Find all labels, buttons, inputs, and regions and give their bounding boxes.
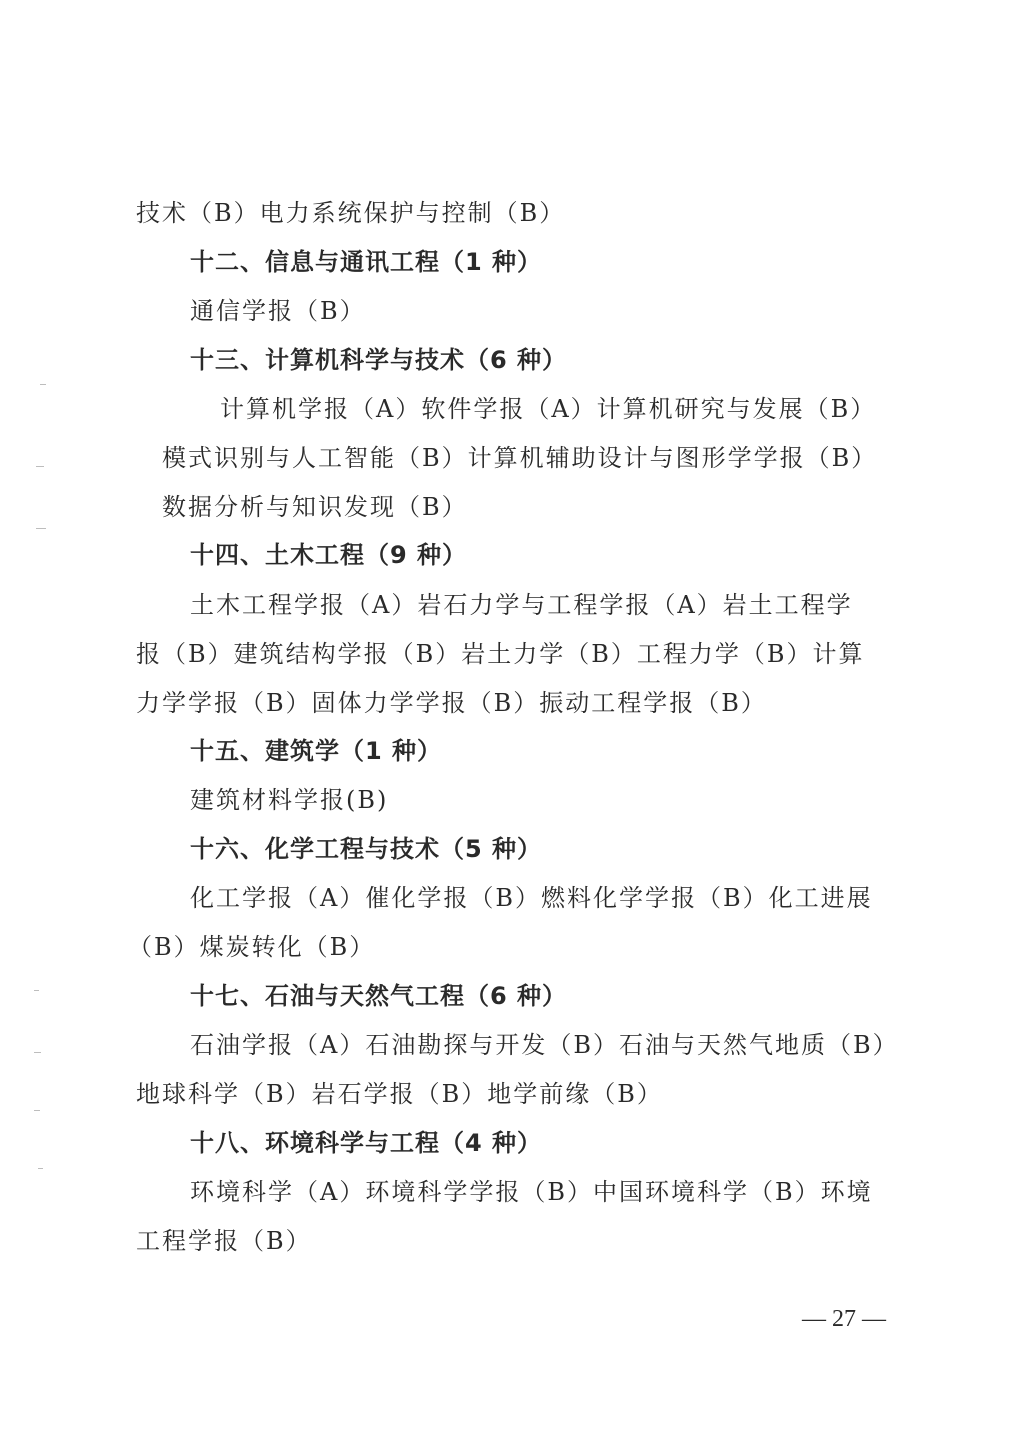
body-line: 石油学报（A）石油勘探与开发（B）石油与天然气地质（B）	[190, 1031, 899, 1059]
body-line: 地球科学（B）岩石学报（B）地学前缘（B）	[136, 1080, 663, 1108]
body-line: 通信学报（B）	[190, 297, 366, 325]
scan-speck	[40, 384, 46, 385]
body-line: 力学学报（B）固体力学学报（B）振动工程学报（B）	[136, 689, 767, 717]
scan-speck	[34, 1110, 40, 1111]
body-line: 模式识别与人工智能（B）计算机辅助设计与图形学学报（B）	[162, 444, 878, 472]
body-line: 计算机学报（A）软件学报（A）计算机研究与发展（B）	[220, 395, 877, 423]
body-line: 化工学报（A）催化学报（B）燃料化学学报（B）化工进展	[190, 884, 873, 912]
section-heading-14: 十四、土木工程（9 种）	[190, 541, 468, 569]
section-heading-17: 十七、石油与天然气工程（6 种）	[190, 982, 568, 1010]
body-line: 建筑材料学报(B)	[190, 786, 389, 814]
page-number: — 27 —	[802, 1306, 886, 1332]
scan-speck	[36, 528, 46, 529]
body-line: 环境科学（A）环境科学学报（B）中国环境科学（B）环境	[190, 1178, 873, 1206]
body-line: 数据分析与知识发现（B）	[162, 493, 468, 521]
section-heading-13: 十三、计算机科学与技术（6 种）	[190, 346, 568, 374]
body-line: 技术（B）电力系统保护与控制（B）	[136, 199, 566, 227]
body-line: 报（B）建筑结构学报（B）岩土力学（B）工程力学（B）计算	[136, 640, 865, 668]
scan-speck	[34, 1052, 41, 1053]
scan-speck	[36, 466, 44, 467]
scan-speck	[38, 1168, 43, 1169]
section-heading-18: 十八、环境科学与工程（4 种）	[190, 1129, 543, 1157]
section-heading-15: 十五、建筑学（1 种）	[190, 737, 443, 765]
body-line: 土木工程学报（A）岩石力学与工程学报（A）岩土工程学	[190, 591, 853, 619]
scan-speck	[34, 990, 39, 991]
section-heading-12: 十二、信息与通讯工程（1 种）	[190, 248, 543, 276]
body-line: （B）煤炭转化（B）	[128, 933, 376, 961]
body-line: 工程学报（B）	[136, 1227, 312, 1255]
section-heading-16: 十六、化学工程与技术（5 种）	[190, 835, 543, 863]
